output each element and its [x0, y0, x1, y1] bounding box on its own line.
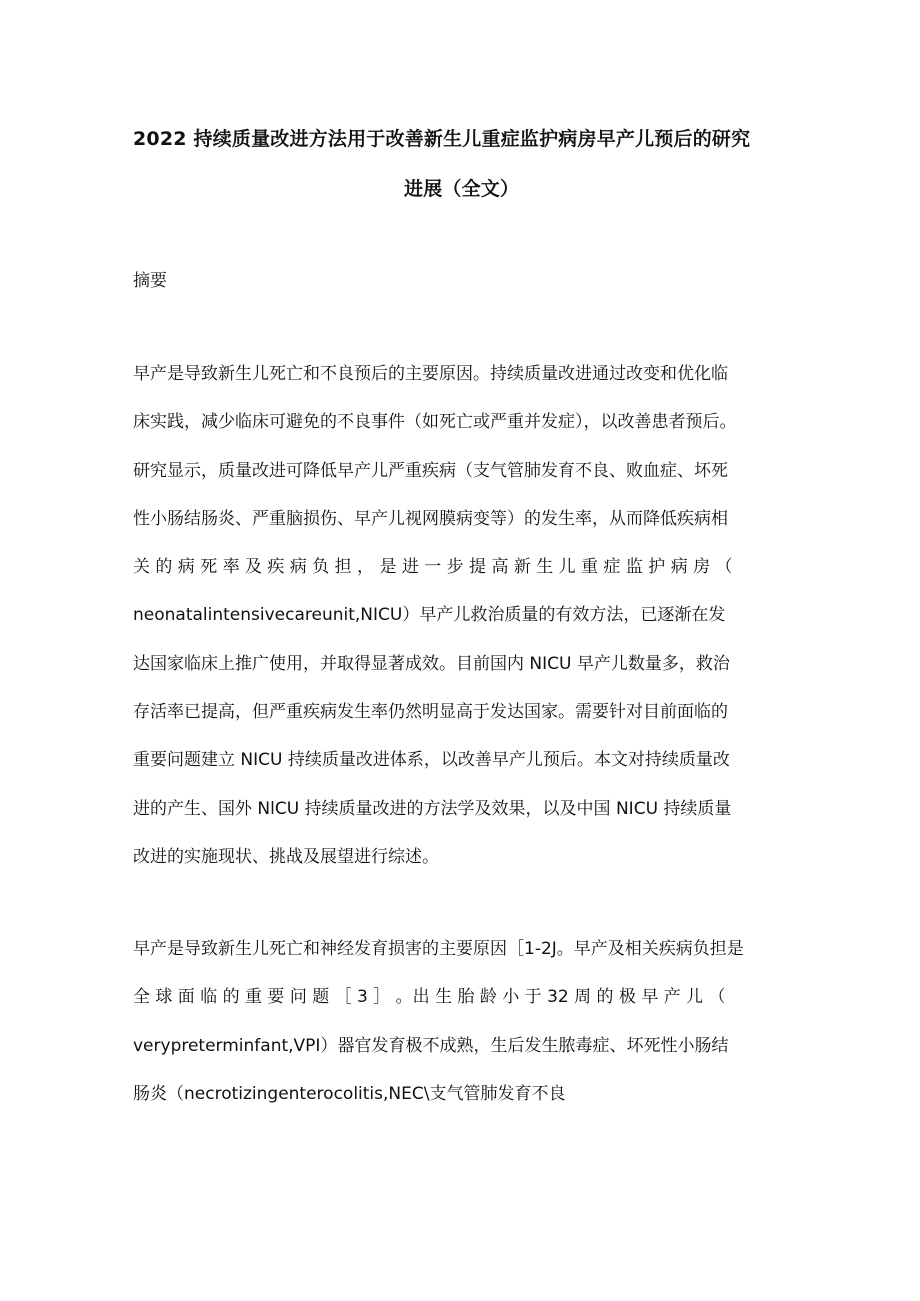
abstract-line: 研究显示，质量改进可降低早产儿严重疾病（支气管肺发育不良、败血症、坏死 — [133, 460, 728, 481]
abstract-line: 进的产生、国外 NlCU 持续质量改进的方法学及效果，以及中国 NICU 持续质量 — [133, 798, 732, 819]
abstract-line: 关 的 病 死 率 及 疾 病 负 担 ， 是 进 一 步 提 高 新 生 儿 重 症 监 护 病 房 （ — [133, 557, 733, 578]
abstract-line: 床实践，减少临床可避免的不良事件（如死亡或严重并发症），以改善患者预后。 — [133, 412, 737, 433]
abstract-line: 性小肠结肠炎、严重脑损伤、早产儿视网膜病变等）的发生率，从而降低疾病相 — [133, 508, 728, 529]
abstract-line: neonatalintensivecareunit,NICU）早产儿救治质量的有效方法，已逐渐在发 — [133, 605, 726, 626]
body-paragraph — [133, 925, 793, 1118]
body-line: 肠炎（necrotizingenterocolitis,NEC\支气管肺发育不良 — [133, 1083, 566, 1104]
body-line: verypreterminfant,VPI）器官发育极不成熟，生后发生脓毒症、坏死性小肠结 — [133, 1035, 729, 1056]
abstract-line: 重要问题建立 NICU 持续质量改进体系，以改善早产儿预后。本文对持续质量改 — [133, 750, 730, 771]
abstract-line: 达国家临床上推广使用，并取得显著成效。目前国内 NICU 早产儿数量多，救治 — [133, 653, 730, 674]
document-title-line-1: 2022 持续质量改进方法用于改善新生儿重症监护病房早产儿预后的研究 — [133, 128, 751, 150]
abstract-heading: 摘要 — [133, 271, 167, 291]
abstract-paragraph — [133, 350, 793, 881]
body-line: 全 球 面 临 的 重 要 问 题 ［ 3 ］ 。出 生 胎 龄 小 于 32 周 的 极 早 产 儿 （ — [133, 987, 726, 1008]
abstract-line: 早产是导致新生儿死亡和不良预后的主要原因。持续质量改进通过改变和优化临 — [133, 364, 728, 384]
body-line: 早产是导致新生儿死亡和神经发育损害的主要原因［1-2J。早产及相关疾病负担是 — [133, 939, 744, 959]
document-title-line-2: 进展（全文） — [404, 178, 520, 200]
abstract-line: 存活率已提高，但严重疾病发生率仍然明显高于发达国家。需要针对目前面临的 — [133, 702, 728, 723]
abstract-line: 改进的实施现状、挑战及展望进行综述。 — [133, 846, 439, 867]
